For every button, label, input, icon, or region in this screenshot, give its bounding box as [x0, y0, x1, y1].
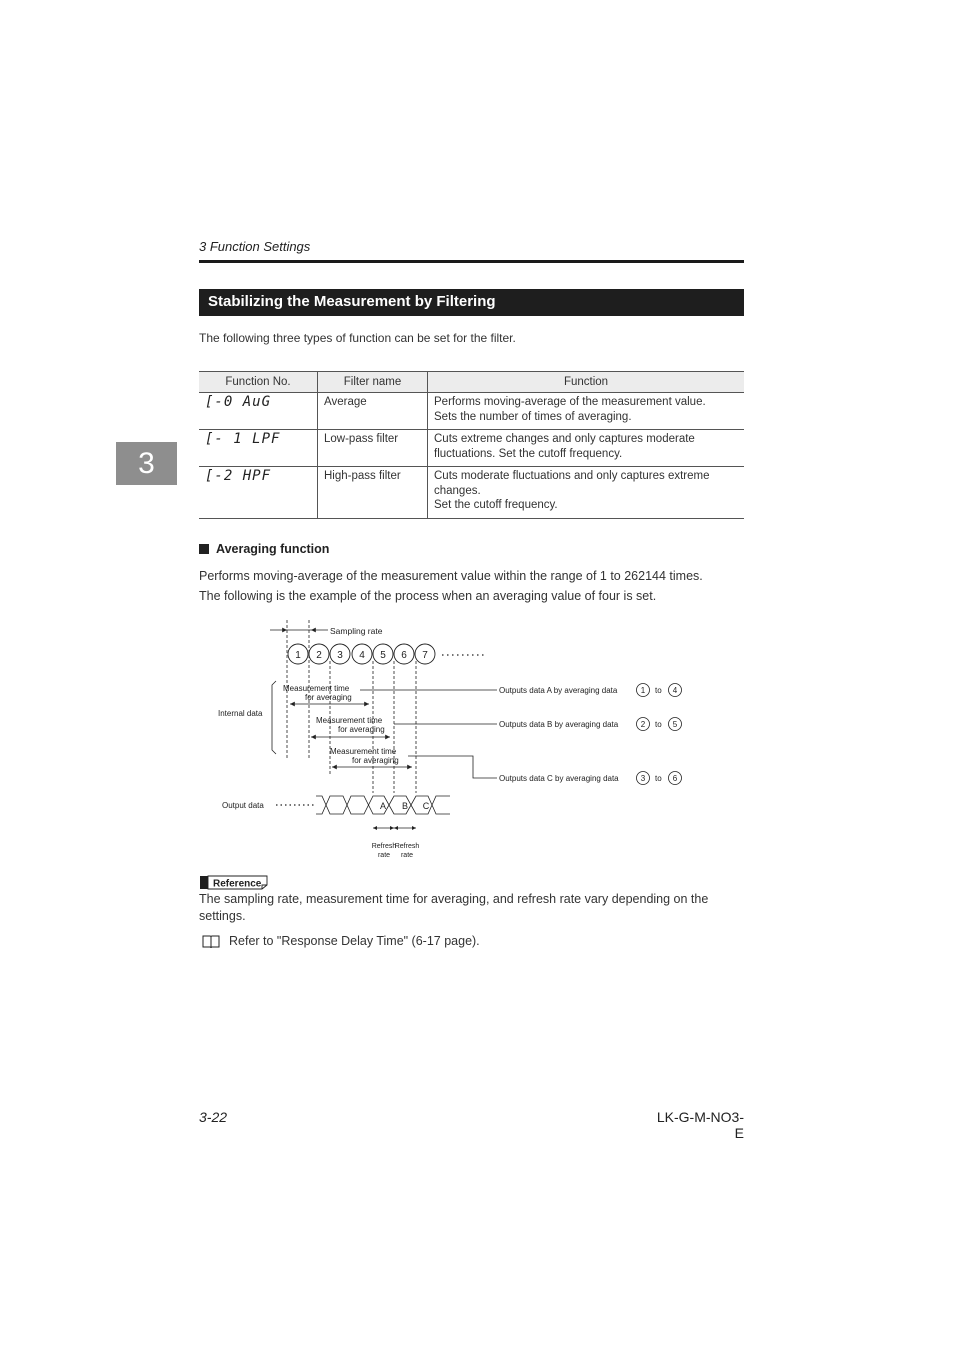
section-title: Stabilizing the Measurement by Filtering [208, 293, 496, 310]
svg-text:rate: rate [400, 852, 414, 859]
section-bar [199, 289, 744, 316]
page-number: 3-22 [199, 1109, 228, 1125]
svg-text:Reference: Reference [213, 878, 262, 890]
function-code: [-2 HPF [199, 467, 318, 519]
sample-circles [288, 644, 435, 664]
svg-text:to: to [655, 774, 662, 783]
svg-text:Outputs data B by averaging da: Outputs data B by averaging data [499, 720, 619, 729]
reference-badge [200, 875, 270, 891]
sample-number: 7 [422, 650, 428, 661]
chapter-tab: 3 [116, 442, 177, 485]
internal-data-label: Internal data [218, 709, 263, 718]
svg-text:to: to [655, 686, 662, 695]
sample-number: 4 [359, 650, 365, 661]
svg-text:Measurement time: Measurement time [283, 684, 350, 693]
svg-text:Refresh: Refresh [394, 843, 420, 850]
function-description: Cuts extreme changes and only captures moderate fluctuations. Set the cutoff frequency. [428, 430, 745, 467]
svg-text:1: 1 [640, 686, 646, 695]
sample-number: 2 [316, 650, 322, 661]
function-code: [-0 AuG [199, 393, 318, 430]
table-header: Function [428, 372, 745, 393]
averaging-heading: Averaging function [199, 542, 329, 556]
intro-text: The following three types of function can be set for the filter. [199, 331, 516, 345]
table-row [199, 430, 744, 467]
svg-text:rate: rate [377, 852, 391, 859]
table-row [199, 467, 744, 519]
sample-number: 3 [337, 650, 343, 661]
table-header: Function No. [199, 372, 318, 393]
svg-text:6: 6 [672, 774, 678, 783]
svg-text:2: 2 [640, 720, 646, 729]
averaging-paragraph: Performs moving-average of the measurement value within the range of 1 to 262144 times. [199, 569, 703, 583]
sample-number: 6 [401, 650, 407, 661]
filter-name: Average [318, 393, 428, 430]
chapter-header: 3 Function Settings [199, 239, 311, 254]
table-row [199, 393, 744, 430]
function-description: Cuts moderate fluctuations and only captures extreme changes. Set the cutoff frequency. [428, 467, 745, 519]
function-code: [- 1 LPF [199, 430, 318, 467]
book-icon [202, 934, 220, 948]
svg-text:Measurement time: Measurement time [330, 747, 397, 756]
sample-number: 5 [380, 650, 386, 661]
filter-name: High-pass filter [318, 467, 428, 519]
svg-text:to: to [655, 720, 662, 729]
output-data-label: Output data [222, 801, 264, 810]
square-bullet-icon [199, 544, 209, 554]
svg-text:for averaging: for averaging [338, 725, 385, 734]
svg-text:4: 4 [672, 686, 678, 695]
svg-text:for averaging: for averaging [352, 756, 399, 765]
svg-text:B: B [401, 801, 409, 811]
svg-text:C: C [422, 801, 430, 811]
header-rule [199, 260, 744, 263]
filter-table [199, 371, 744, 519]
svg-text:A: A [379, 801, 387, 811]
document-code: LK-G-M-NO3-E [656, 1109, 744, 1141]
svg-text:for averaging: for averaging [305, 693, 352, 702]
sampling-rate-label: Sampling rate [330, 626, 383, 636]
reference-text: The sampling rate, measurement time for averaging, and refresh rate vary depending on the settings. [199, 892, 709, 923]
svg-text:Outputs data C by averaging da: Outputs data C by averaging data [499, 774, 619, 783]
averaging-timing-diagram [210, 615, 710, 865]
function-description: Performs moving-average of the measurement value. Sets the number of times of averaging. [428, 393, 745, 430]
averaging-paragraph: The following is the example of the process when an averaging value of four is set. [199, 589, 657, 603]
filter-name: Low-pass filter [318, 430, 428, 467]
sample-number: 1 [295, 650, 301, 661]
reference-link[interactable]: Refer to "Response Delay Time" (6-17 page). [229, 934, 480, 948]
svg-text:Measurement time: Measurement time [316, 716, 383, 725]
svg-text:Refresh: Refresh [371, 843, 397, 850]
svg-text:Outputs data A by averaging da: Outputs data A by averaging data [499, 686, 618, 695]
svg-text:5: 5 [672, 720, 678, 729]
table-header: Filter name [318, 372, 428, 393]
table-header-row [199, 372, 744, 393]
svg-text:3: 3 [640, 774, 646, 783]
